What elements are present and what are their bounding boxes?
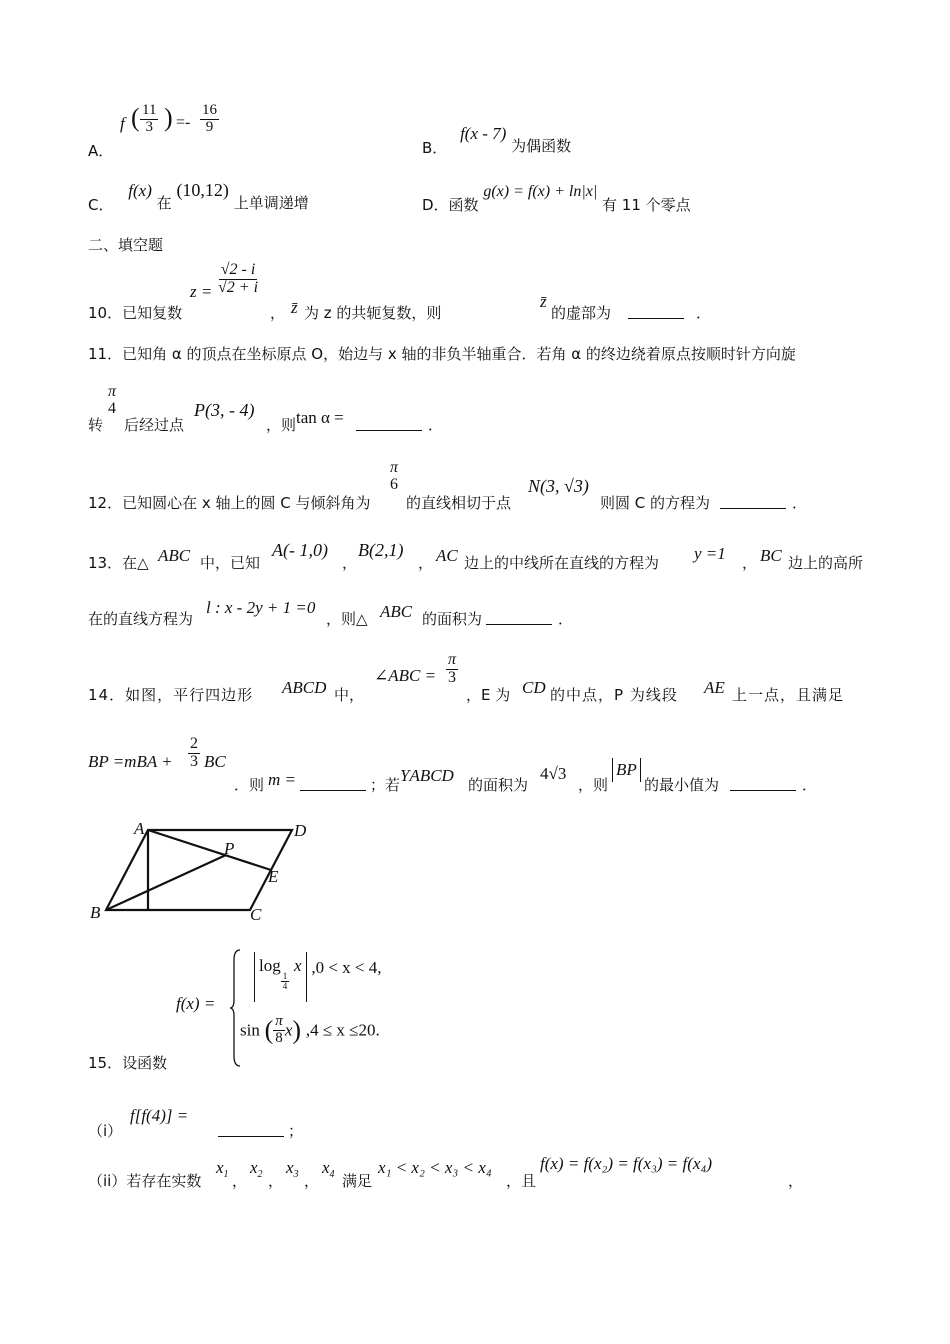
q15-ii-label: （ii）若存在实数 xyxy=(88,1172,202,1190)
option-c-text2: 上单调递增 xyxy=(233,194,309,212)
q15-i-expr: f[f(4)] = xyxy=(130,1106,189,1125)
option-a-paren-r: ) xyxy=(164,103,173,132)
q13-l1-d: 边上的高所 xyxy=(788,554,864,572)
q14-answer-blank-2[interactable] xyxy=(730,790,796,791)
segment-bp xyxy=(106,855,226,910)
q15-case1: log $\frac{1}{4}$ x ,0 < x < 4, xyxy=(254,952,382,1002)
parallelogram-figure xyxy=(86,818,326,928)
q15-case2: sin ( $\frac{\pi}{8}$ x) ,4 ≤ x ≤20. xyxy=(240,1013,380,1046)
q15-ii-text: 满足 xyxy=(342,1172,373,1190)
q13-l1-a: 13．在△ xyxy=(88,554,149,572)
q10-zbar: z̄ xyxy=(291,298,298,317)
option-a-eq: =- xyxy=(176,114,191,131)
q14-vec-lhs: BP =mBA + xyxy=(88,752,173,771)
q13-point-a: A(- 1,0) xyxy=(272,540,328,560)
q14-par: ΥABCD xyxy=(400,766,454,785)
q14-l2-d: ，则 xyxy=(578,776,609,794)
section-title: 二、填空题 xyxy=(88,236,164,254)
q13-abc2: ABC xyxy=(380,602,413,621)
q15-brace xyxy=(230,948,242,1068)
question-15-part-ii xyxy=(88,1150,888,1190)
q14-bp-abs: BP xyxy=(612,758,641,782)
q13-abc: ABC xyxy=(158,546,191,565)
question-15-function xyxy=(88,944,888,1074)
option-b xyxy=(422,124,572,157)
q14-frac: $\frac{\pi}{3}$ xyxy=(448,651,457,686)
q10-text2: 的虚部为 xyxy=(551,304,612,322)
q15-ii-end: ， xyxy=(788,1172,804,1190)
q15-answer-blank-i[interactable] xyxy=(218,1136,284,1137)
q13-line-eq: l : x - 2y + 1 =0 xyxy=(206,598,316,617)
option-c-expr: f(x) xyxy=(128,181,152,200)
q10-zbar2: z̄ xyxy=(540,292,547,311)
q14-l1-c: ，E 为 xyxy=(466,686,511,704)
q11-line2-a: 转 xyxy=(88,416,104,434)
question-14-line1 xyxy=(88,652,888,708)
q10-answer-blank[interactable] xyxy=(628,318,684,319)
q13-point-b: B(2,1) xyxy=(358,540,404,560)
q10-prefix: 10．已知复数 xyxy=(88,304,183,322)
q14-l1-a: 14．如图，平行四边形 xyxy=(88,686,254,704)
q14-l1-e: 上一点，且满足 xyxy=(732,686,845,704)
q12-text1: 12．已知圆心在 x 轴上的圆 C 与倾斜角为 xyxy=(88,494,371,512)
q15-x4: $x_4$ xyxy=(322,1158,335,1180)
q12-end: ． xyxy=(792,494,808,512)
q10-comma: ， xyxy=(270,304,286,322)
option-d-expr: g(x) = f(x) + ln|x| xyxy=(483,183,598,200)
q15-x1: $x_1$ xyxy=(216,1158,229,1180)
option-a-rhs: $\frac{16}{9}$ xyxy=(202,102,217,135)
q15-f-lhs: f(x) = xyxy=(176,994,216,1013)
q13-sep3: ， xyxy=(742,554,758,572)
q15-ii-and: ，且 xyxy=(506,1172,537,1190)
q14-l1-d: 的中点，P 为线段 xyxy=(550,686,678,704)
q13-l2-b: ，则△ xyxy=(326,610,368,628)
question-15-part-i xyxy=(88,1100,488,1140)
label-b: B xyxy=(90,903,101,922)
q10-end: ． xyxy=(696,304,712,322)
q11-answer-blank[interactable] xyxy=(356,430,422,431)
q15-eq: f(x) = f(x₂) = f(x₃) = f(x₄) xyxy=(540,1154,713,1173)
option-a-paren-l: ( xyxy=(131,103,140,132)
option-a-f: f xyxy=(120,114,125,133)
q14-ae: AE xyxy=(704,678,725,697)
q15-i-end: ； xyxy=(288,1122,304,1140)
q11-end: ． xyxy=(428,416,444,434)
q12-frac: π 6 xyxy=(390,459,399,493)
q14-abcd: ABCD xyxy=(282,678,327,697)
q15-x2: $x_2$ xyxy=(250,1158,263,1180)
option-b-label: B． xyxy=(422,139,448,157)
q14-l1-b: 中， xyxy=(334,686,365,704)
option-c-label: C． xyxy=(88,196,114,214)
option-b-expr: f(x - 7) xyxy=(460,124,507,143)
option-c xyxy=(88,180,309,214)
q14-angle: ∠ABC = xyxy=(374,666,437,685)
q12-text2: 的直线相切于点 xyxy=(406,494,512,512)
option-c-text1: 在 xyxy=(156,194,172,212)
q11-tan: tan α = xyxy=(296,408,344,427)
question-13-line2 xyxy=(88,596,888,636)
question-11-line2 xyxy=(88,382,888,438)
option-a-label: A． xyxy=(88,142,114,160)
option-d-text: 有 11 个零点 xyxy=(602,196,691,214)
q10-z-lhs: z = xyxy=(190,282,213,301)
q14-end: ． xyxy=(802,776,818,794)
question-12 xyxy=(88,460,888,516)
q14-l2-a: ．则 xyxy=(234,776,265,794)
q11-point: P(3, - 4) xyxy=(194,400,255,420)
label-a: A xyxy=(134,819,145,838)
q13-bc: BC xyxy=(760,546,782,565)
q13-sep1: ， xyxy=(342,554,358,572)
q10-z-frac: $\frac{√2 - i}{√2 + i}$ xyxy=(218,261,259,296)
q15-comma1: ， xyxy=(232,1172,248,1190)
q11-line2-c: ，则 xyxy=(266,416,297,434)
segment-ae xyxy=(148,830,271,870)
q14-vec-rhs: BC xyxy=(204,752,226,771)
q15-comma3: ， xyxy=(304,1172,320,1190)
option-c-interval: (10,12) xyxy=(176,180,229,200)
q14-l2-e: 的最小值为 xyxy=(644,776,720,794)
q13-l2-c: 的面积为 xyxy=(422,610,483,628)
label-c: C xyxy=(250,905,262,924)
q12-answer-blank[interactable] xyxy=(720,508,786,509)
label-p: P xyxy=(224,839,235,858)
q11-line2-b: 后经过点 xyxy=(124,416,185,434)
option-d-label: D．函数 xyxy=(422,196,479,214)
q13-answer-blank[interactable] xyxy=(486,624,552,625)
q13-l1-b: 中，已知 xyxy=(200,554,261,572)
question-10 xyxy=(88,262,888,322)
q13-sep2: ， xyxy=(418,554,434,572)
q14-answer-blank-1[interactable] xyxy=(300,790,366,791)
question-13-line1 xyxy=(88,540,888,580)
q15-comma2: ， xyxy=(268,1172,284,1190)
q13-end: ． xyxy=(558,610,574,628)
q15-ineq: x₁ < x₂ < x₃ < x₄ xyxy=(378,1158,492,1177)
option-b-text: 为偶函数 xyxy=(511,137,572,155)
q12-text3: 则圆 C 的方程为 xyxy=(600,494,711,512)
option-a-frac: $\frac{11}{3}$ xyxy=(142,102,157,135)
q14-vec-frac: $\frac{2}{3}$ xyxy=(190,735,198,770)
q11-frac: π 4 xyxy=(108,383,117,417)
question-11-line1: 11．已知角 α 的顶点在坐标原点 O，始边与 x 轴的非负半轴重合．若角 α 的终边绕着原点按顺时针方向旋 xyxy=(88,345,796,363)
q15-prefix: 15．设函数 xyxy=(88,1054,168,1072)
q15-i-label: （i） xyxy=(88,1122,123,1140)
q14-cd: CD xyxy=(522,678,546,697)
q14-l2-c: 的面积为 xyxy=(468,776,529,794)
q13-ac: AC xyxy=(436,546,458,565)
option-d xyxy=(422,180,691,214)
q14-m: m = xyxy=(268,770,296,789)
label-e: E xyxy=(268,867,279,886)
label-d: D xyxy=(294,821,307,840)
q13-l1-c: 边上的中线所在直线的方程为 xyxy=(464,554,660,572)
question-14-line2 xyxy=(88,736,888,792)
q14-area: 4√3 xyxy=(540,764,567,783)
q15-x3: $x_3$ xyxy=(286,1158,299,1180)
q12-point: N(3, √3) xyxy=(528,476,589,496)
q13-y1: y =1 xyxy=(694,544,726,563)
q13-l2-a: 在的直线方程为 xyxy=(88,610,194,628)
q14-l2-b: ；若 xyxy=(370,776,401,794)
q10-text1: 为 z 的共轭复数，则 xyxy=(304,304,442,322)
